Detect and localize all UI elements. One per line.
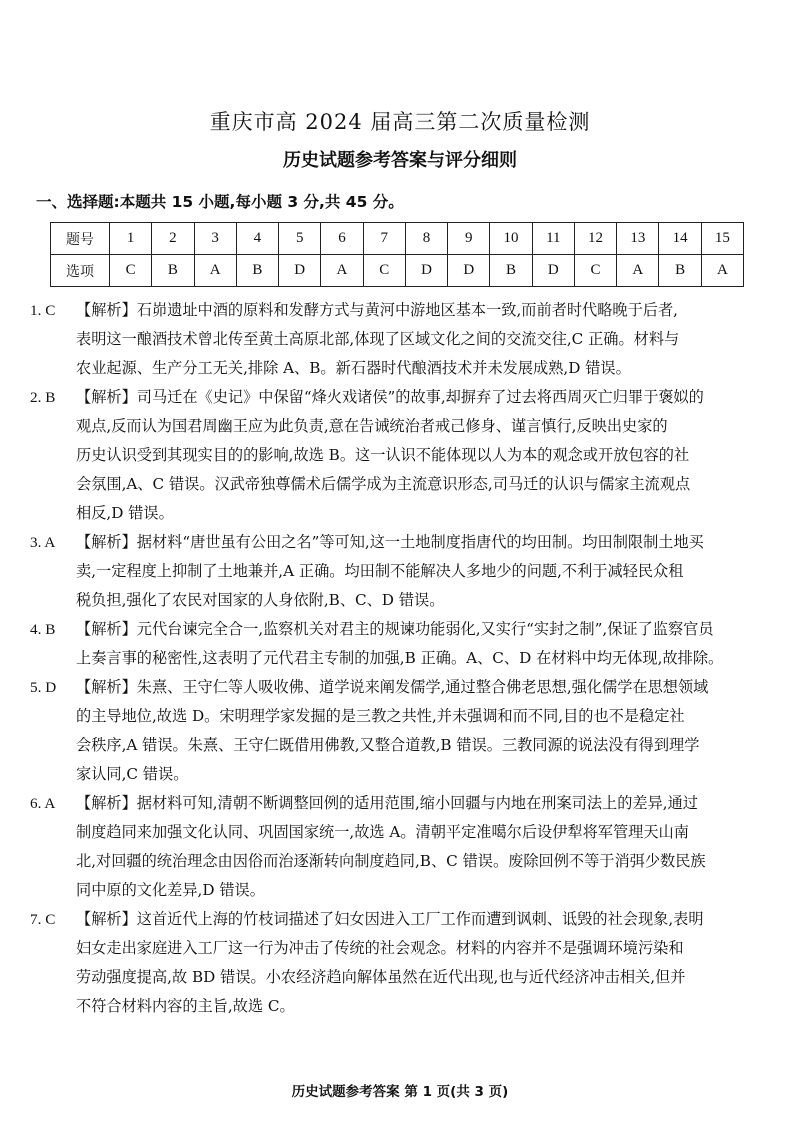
question-number: 6 (321, 223, 363, 255)
question-number: 9 (448, 223, 490, 255)
answer-cell: A (194, 255, 236, 287)
explanation-line: 【解析】朱熹、王守仁等人吸收佛、道学说来阐发儒学,通过整合佛老思想,强化儒学在思想领域 (76, 678, 709, 696)
explanation-line: 【解析】这首近代上海的竹枝词描述了妇女因进入工厂工作而遭到讽刺、诋毁的社会现象,表明 (76, 910, 704, 928)
row-label-answers: 选项 (51, 255, 110, 287)
explanation-line: 观点,反而认为国君周幽王应为此负责,意在告诫统治者戒己修身、谨言慎行,反映出史家的 (76, 417, 668, 435)
explanation-item (30, 528, 754, 615)
explanation-line: 妇女走出家庭进入工厂这一行为冲击了传统的社会观念。材料的内容并不是强调环境污染和 (76, 939, 684, 957)
explanation-body (76, 615, 754, 673)
question-number: 7 (363, 223, 405, 255)
answer-cell: D (279, 255, 321, 287)
answer-table-number-row (51, 223, 744, 255)
explanation-item (30, 905, 754, 1021)
answer-cell: B (152, 255, 194, 287)
explanation-body (76, 296, 754, 383)
answer-table-answer-row (51, 255, 744, 287)
question-number: 2 (152, 223, 194, 255)
question-number: 13 (617, 223, 659, 255)
explanation-line: 【解析】司马迁在《史记》中保留“烽火戏诸侯”的故事,却摒弃了过去将西周灭亡归罪于褒姒的 (76, 388, 704, 406)
explanation-body (76, 789, 754, 905)
question-number: 12 (574, 223, 616, 255)
answer-table (50, 222, 744, 287)
question-number: 8 (405, 223, 447, 255)
question-number: 3 (194, 223, 236, 255)
answer-cell: B (490, 255, 532, 287)
explanation-item (30, 789, 754, 905)
explanation-line: 劳动强度提高,故 BD 错误。小农经济趋向解体虽然在近代出现,也与近代经济冲击相关,但并 (76, 968, 686, 986)
explanation-label: 3. A (30, 534, 56, 551)
question-number: 1 (110, 223, 152, 255)
explanation-body (76, 528, 754, 615)
explanation-line: 【解析】据材料“唐世虽有公田之名”等可知,这一土地制度指唐代的均田制。均田制限制土地买 (76, 533, 704, 551)
question-number: 4 (236, 223, 278, 255)
explanation-body (76, 383, 754, 528)
question-number: 14 (659, 223, 701, 255)
explanation-label: 6. A (30, 795, 56, 812)
explanation-line: 卖,一定程度上抑制了土地兼并,A 正确。均田制不能解决人多地少的问题,不利于减轻民众租 (76, 562, 684, 580)
explanation-body (76, 673, 754, 789)
answer-cell: A (321, 255, 363, 287)
answer-cell: A (701, 255, 743, 287)
explanation-line: 同中原的文化差异,D 错误。 (76, 881, 265, 899)
section-heading: 一、选择题:本题共 15 小题,每小题 3 分,共 45 分。 (36, 193, 404, 211)
explanation-item (30, 296, 754, 383)
explanation-body (76, 905, 754, 1021)
explanation-label: 2. B (30, 389, 56, 406)
page-footer: 历史试题参考答案 第 1 页(共 3 页) (291, 1084, 509, 1100)
explanation-line: 农业起源、生产分工无关,排除 A、B。新石器时代酿酒技术并未发展成熟,D 错误。 (76, 359, 631, 377)
explanation-line: 【解析】据材料可知,清朝不断调整回例的适用范围,缩小回疆与内地在刑案司法上的差异,通过 (76, 794, 698, 812)
answer-cell: D (448, 255, 490, 287)
answer-cell: B (659, 255, 701, 287)
explanation-item (30, 673, 754, 789)
explanation-line: 不符合材料内容的主旨,故选 C。 (76, 997, 295, 1015)
explanation-line: 【解析】石峁遗址中酒的原料和发酵方式与黄河中游地区基本一致,而前者时代略晚于后者, (76, 301, 678, 319)
question-number: 15 (701, 223, 743, 255)
explanation-line: 相反,D 错误。 (76, 504, 174, 522)
page-subtitle: 历史试题参考答案与评分细则 (283, 150, 517, 171)
explanation-line: 【解析】元代台谏完全合一,监察机关对君主的规谏功能弱化,又实行“实封之制”,保证了监察官员 (76, 620, 714, 638)
explanation-line: 的主导地位,故选 D。宋明理学家发掘的是三教之共性,并未强调和而不同,目的也不是稳定社 (76, 707, 685, 725)
page-title: 重庆市高 2024 届高三第二次质量检测 (209, 110, 591, 134)
question-number: 5 (279, 223, 321, 255)
question-number: 10 (490, 223, 532, 255)
explanation-item (30, 615, 754, 673)
explanation-line: 会氛围,A、C 错误。汉武帝独尊儒术后儒学成为主流意识形态,司马迁的认识与儒家主流观点 (76, 475, 691, 493)
answer-cell: C (110, 255, 152, 287)
explanation-item (30, 383, 754, 528)
explanation-line: 制度趋同来加强文化认同、巩固国家统一,故选 A。清朝平定准噶尔后设伊犁将军管理天山南 (76, 823, 689, 841)
answer-cell: C (574, 255, 616, 287)
answer-cell: D (405, 255, 447, 287)
explanation-label: 7. C (30, 911, 56, 928)
answer-cell: A (617, 255, 659, 287)
explanation-line: 北,对回疆的统治理念由因俗而治逐渐转向制度趋同,B、C 错误。废除回例不等于消弭少数民族 (76, 852, 706, 870)
explanation-line: 表明这一酿酒技术曾北传至黄土高原北部,体现了区域文化之间的交流交往,C 正确。材料与 (76, 330, 680, 348)
row-label-numbers: 题号 (51, 223, 110, 255)
explanation-line: 会秩序,A 错误。朱熹、王守仁既借用佛教,又整合道教,B 错误。三教同源的说法没有得到理学 (76, 736, 700, 754)
explanation-line: 家认同,C 错误。 (76, 765, 189, 783)
explanation-line: 历史认识受到其现实目的的影响,故选 B。这一认识不能体现以人为本的观念或开放包容的社 (76, 446, 690, 464)
explanation-label: 1. C (30, 302, 56, 319)
explanation-label: 4. B (30, 621, 56, 638)
answer-cell: B (236, 255, 278, 287)
answer-cell: D (532, 255, 574, 287)
explanation-label: 5. D (30, 679, 57, 696)
question-number: 11 (532, 223, 574, 255)
explanation-line: 税负担,强化了农民对国家的人身依附,B、C、D 错误。 (76, 591, 445, 609)
explanation-line: 上奏言事的秘密性,这表明了元代君主专制的加强,B 正确。A、C、D 在材料中均无体现,故排除。 (76, 649, 724, 667)
answer-cell: C (363, 255, 405, 287)
